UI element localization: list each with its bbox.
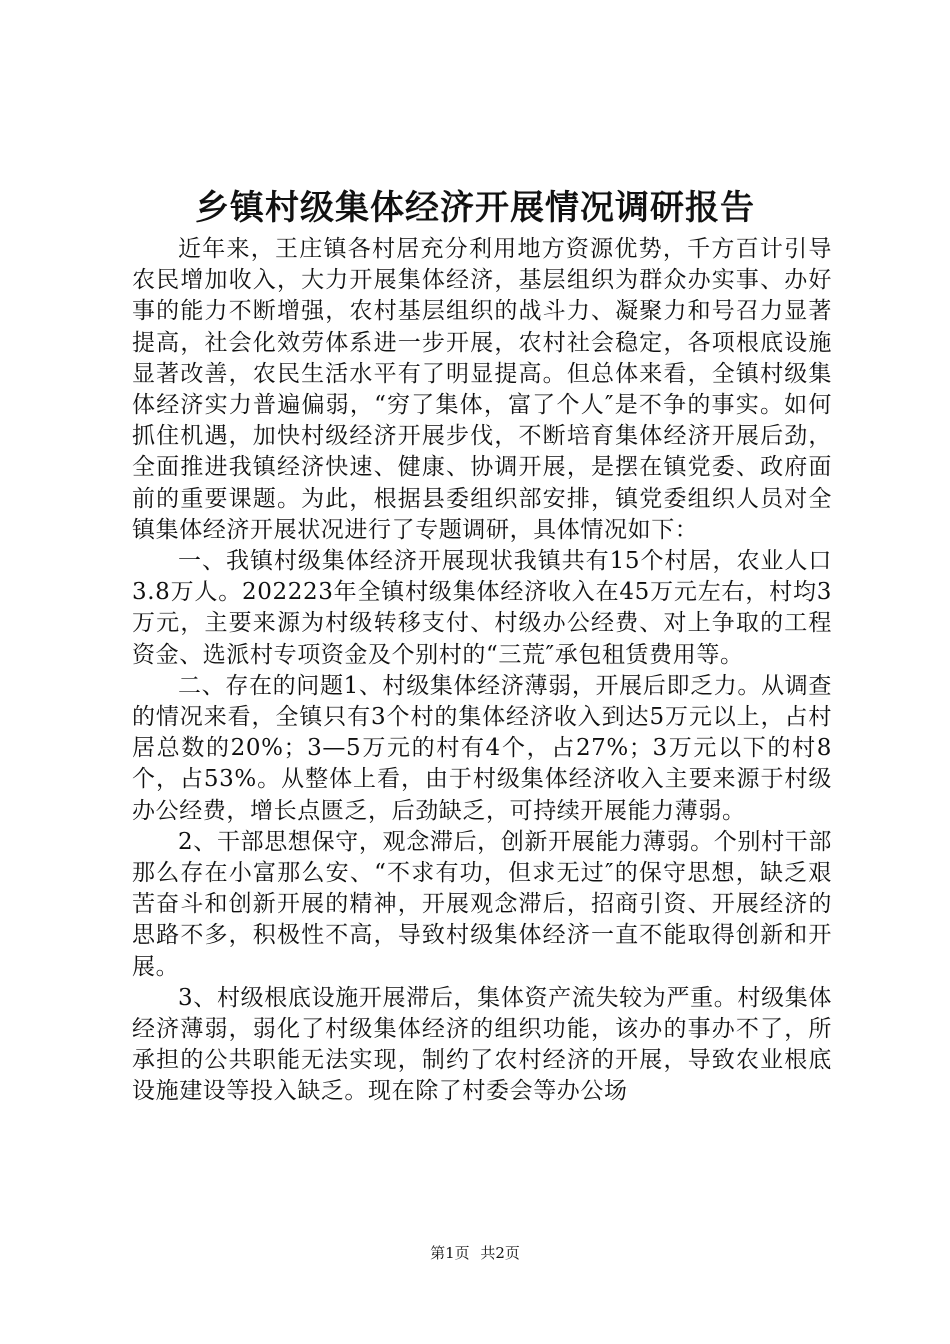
paragraph-section-1: 一、我镇村级集体经济开展现状我镇共有15个村居，农业人口3.8万人。202223年全镇村级集体经济收入在45万元左右，村均3万元，主要来源为村级转移支付、村级办公经费、对上争取的工程资金、选派村专项资金及个别村的“三荒″承包租赁费用等。 <box>132 548 832 668</box>
paragraph-point-2: 2、干部思想保守，观念滞后，创新开展能力薄弱。个别村干部那么存在小富那么安、“不求有功，但求无过″的保守思想，缺乏艰苦奋斗和创新开展的精神，开展观念滞后，招商引资、开展经济的思路不多，积极性不高，导致村级集体经济一直不能取得创新和开展。 <box>132 828 832 980</box>
paragraph-intro: 近年来，王庄镇各村居充分利用地方资源优势，千方百计引导农民增加收入，大力开展集体经济，基层组织为群众办实事、办好事的能力不断增强，农村基层组织的战斗力、凝聚力和号召力显著提高，社会化效劳体系进一步开展，农村社会稳定，各项根底设施显著改善，农民生活水平有了明显提高。但总体来看，全镇村级集体经济实力普遍偏弱，“穷了集体，富了个人″是不争的事实。如何抓住机遇，加快村级经济开展步伐，不断培育集体经济开展后劲，全面推进我镇经济快速、健康、协调开展，是摆在镇党委、政府面前的重要课题。为此，根据县委组织部安排，镇党委组织人员对全镇集体经济开展状况进行了专题调研，具体情况如下： <box>132 236 832 543</box>
paragraph-section-2: 二、存在的问题1、村级集体经济薄弱，开展后即乏力。从调查的情况来看，全镇只有3个村的集体经济收入到达5万元以上，占村居总数的20%；3—5万元的村有4个，占27%；3万元以下的村8个，占53%。从整体上看，由于村级集体经济收入主要来源于村级办公经费，增长点匮乏，后劲缺乏，可持续开展能力薄弱。 <box>132 672 832 824</box>
page-footer <box>0 1243 950 1263</box>
document-body <box>132 234 832 1108</box>
paragraph-point-3: 3、村级根底设施开展滞后，集体资产流失较为严重。村级集体经济薄弱，弱化了村级集体经济的组织功能，该办的事办不了，所承担的公共职能无法实现，制约了农村经济的开展，导致农业根底设施建设等投入缺乏。现在除了村委会等办公场 <box>132 984 832 1105</box>
page-number: 第1页 <box>430 1244 470 1262</box>
page-total: 共2页 <box>480 1244 520 1262</box>
document-title: 乡镇村级集体经济开展情况调研报告 <box>195 188 755 228</box>
